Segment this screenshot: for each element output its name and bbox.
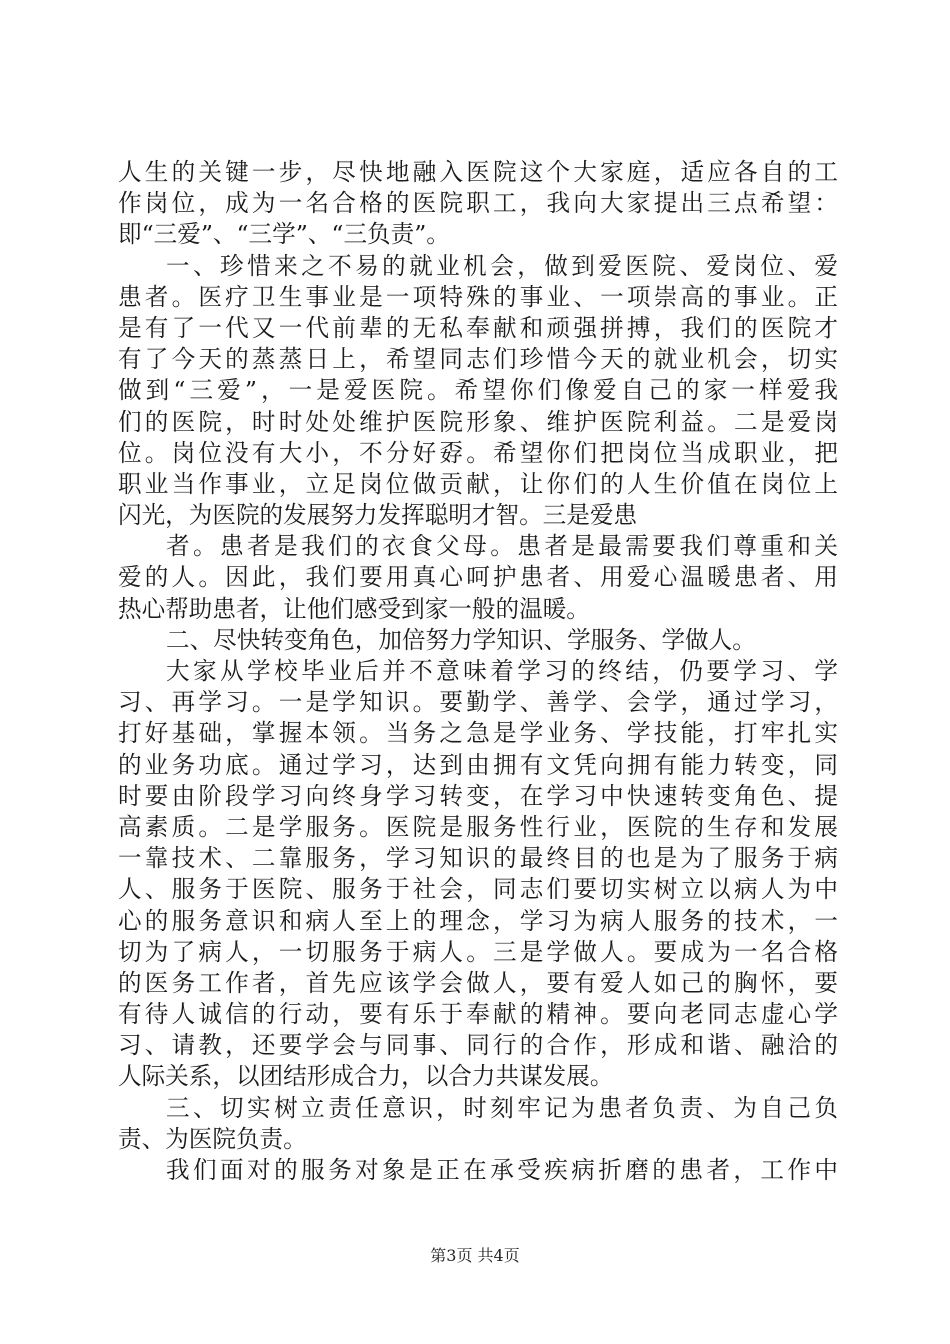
text-line: 患者。医疗卫生事业是一项特殊的事业、一项崇高的事业。正 [118,282,838,311]
document-body [118,157,838,1186]
text-line: 闪光，为医院的发展努力发挥聪明才智。三是爱患 [118,501,638,530]
text-line: 时要由阶段学习向终身学习转变，在学习中快速转变角色、提 [118,781,838,810]
text-line: 人、服务于医院、服务于社会，同志们要切实树立以病人为中 [118,875,838,904]
text-line: 高素质。二是学服务。医院是服务性行业，医院的生存和发展 [118,812,838,841]
text-line: 作岗位，成为一名合格的医院职工，我向大家提出三点希望： [118,189,838,218]
text-line: 爱的人。因此，我们要用真心呵护患者、用爱心温暖患者、用 [118,563,838,592]
text-line: 人际关系，以团结形成合力，以合力共谋发展。 [118,1062,614,1091]
text-line: 责、为医院负责。 [118,1124,307,1153]
section-heading-line: 二、尽快转变角色，加倍努力学知识、学服务、学做人。 [166,625,756,654]
paragraph-first-line: 大家从学校毕业后并不意味着学习的终结，仍要学习、学 [166,657,838,685]
text-line: 打好基础，掌握本领。当务之急是学业务、学技能，打牢扎实 [118,719,838,748]
section-heading-line: 三、切实树立责任意识，时刻牢记为患者负责、为自己负 [166,1093,838,1122]
text-line: 做到“三爱”，一是爱医院。希望你们像爱自己的家一样爱我 [118,376,838,405]
text-line: 切为了病人，一切服务于病人。三是学做人。要成为一名合格 [118,937,838,966]
text-line: 习、再学习。一是学知识。要勤学、善学、会学，通过学习， [118,688,838,717]
text-line: 习、请教，还要学会与同事、同行的合作，形成和谐、融洽的 [118,1031,838,1060]
text-line: 职业当作事业，立足岗位做贡献，让你们的人生价值在岗位上 [118,469,838,498]
text-line: 即“三爱”、“三学”、“三负责”。 [118,220,450,249]
text-line: 们的医院，时时处处维护医院形象、维护医院利益。二是爱岗 [118,407,838,436]
text-line: 位。岗位没有大小，不分好孬。希望你们把岗位当成职业，把 [118,438,838,467]
text-line: 的医务工作者，首先应该学会做人，要有爱人如己的胸怀，要 [118,968,838,997]
text-line: 的业务功底。通过学习，达到由拥有文凭向拥有能力转变，同 [118,750,838,779]
paragraph-first-line: 一、珍惜来之不易的就业机会，做到爱医院、爱岗位、爱 [166,251,838,280]
text-line: 一靠技术、二靠服务，学习知识的最终目的也是为了服务于病 [118,844,838,873]
page-number-footer: 第3页 共4页 [430,1246,520,1265]
paragraph-first-line: 我们面对的服务对象是正在承受疾病折磨的患者，工作中 [166,1156,838,1184]
text-line: 心的服务意识和病人至上的理念，学习为病人服务的技术，一 [118,906,838,935]
text-line: 有待人诚信的行动，要有乐于奉献的精神。要向老同志虚心学 [118,1000,838,1029]
paragraph-first-line: 者。患者是我们的衣食父母。患者是最需要我们尊重和关 [166,532,838,561]
text-line: 有了今天的蒸蒸日上，希望同志们珍惜今天的就业机会，切实 [118,345,838,374]
text-line: 是有了一代又一代前辈的无私奉献和顽强拼搏，我们的医院才 [118,313,838,342]
text-line: 热心帮助患者，让他们感受到家一般的温暖。 [118,594,590,623]
text-line: 人生的关键一步，尽快地融入医院这个大家庭，适应各自的工 [118,158,838,186]
